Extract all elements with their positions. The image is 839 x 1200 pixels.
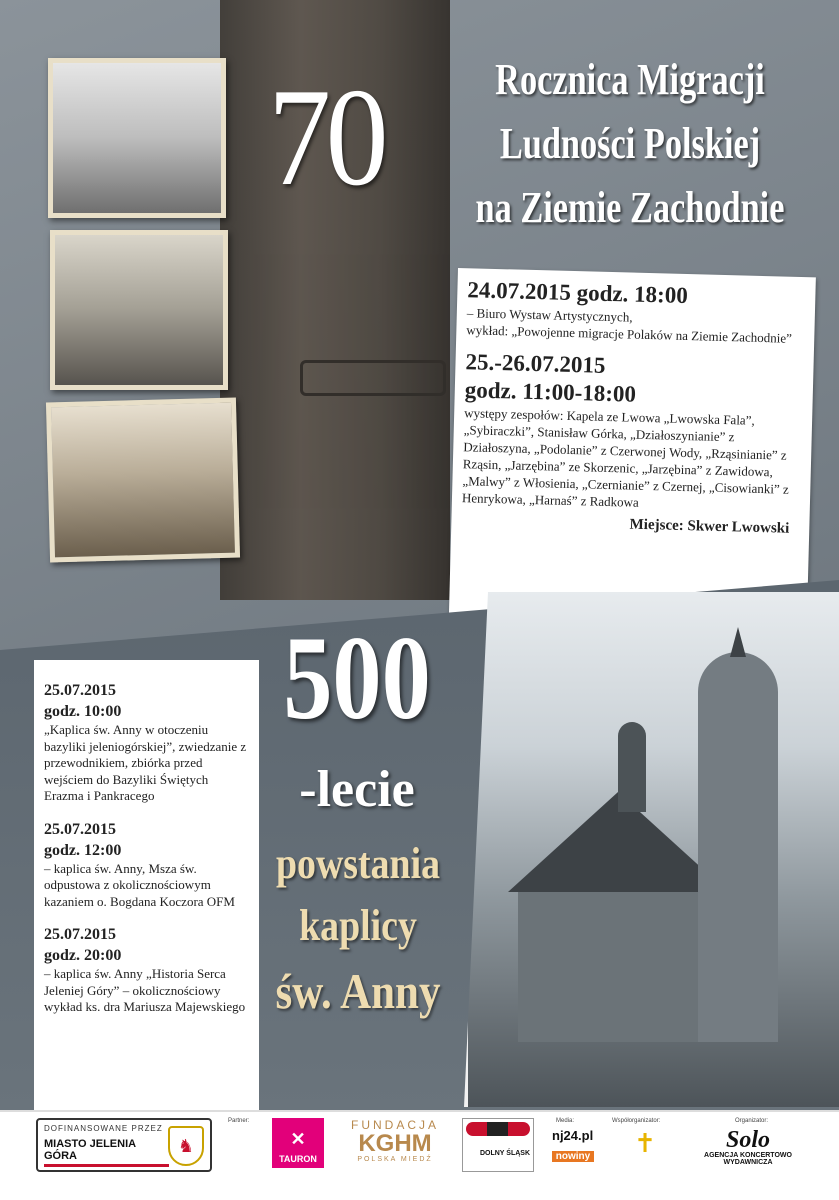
kghm-foundation-label: FUNDACJA (350, 1118, 439, 1132)
event-place: Miejsce: Skwer Lwowski (629, 516, 790, 537)
dolny-slask-label: DOLNY ŚLĄSK (479, 1150, 530, 1157)
title-line-3: na Ziemie Zachodnie (475, 183, 785, 232)
historic-photo-gate (46, 398, 240, 563)
solo-subtitle: AGENCJA KONCERTOWO WYDAWNICZA (704, 1152, 792, 1166)
church-emblem-icon: ✝ (634, 1128, 656, 1158)
jubilee-line-1: powstania (275, 839, 441, 888)
coorganizer-label: Współorganizator: (612, 1118, 661, 1124)
events-box-chapel (34, 660, 259, 1112)
anniversary-number: 70 (268, 60, 384, 215)
kghm-logo (350, 1118, 440, 1163)
dolny-slask-logo (462, 1118, 534, 1172)
event-date: 25.07.2015 (44, 926, 116, 943)
coorganizer-logo (615, 1118, 675, 1156)
event-hour: godz. 11:00-18:00 (464, 377, 637, 407)
church-photo (464, 592, 839, 1107)
event-date: 25.07.2015 (44, 820, 116, 838)
event-text: „Kaplica św. Anny w otoczeniu bazyliki jeleniogórskiej”, zwiedzanie z przewodnikiem, zbiórka przed wejściem do Bazyliki Świętych Erazma i Pankracego (44, 722, 247, 803)
event-date: 24.07.2015 godz. 18:00 (467, 277, 689, 309)
kghm-sub: POLSKA MIEDŹ (357, 1156, 433, 1163)
city-funding-logo (36, 1118, 212, 1172)
nowiny-logo: nowiny (552, 1151, 594, 1162)
page-title (430, 48, 830, 240)
media-label: Media: (556, 1118, 575, 1124)
jubilee-suffix: -lecie (299, 761, 415, 818)
tauron-logo (272, 1118, 324, 1168)
historic-photo-street (50, 230, 228, 390)
event-text: wykład: „Powojenne migracje Polaków na Ziemie Zachodnie” (466, 322, 793, 346)
tauron-label: TAURON (279, 1154, 317, 1164)
title-line-1: Rocznica Migracji (495, 55, 765, 104)
event-hour: godz. 12:00 (44, 841, 122, 859)
partner-label: Partner: (228, 1118, 250, 1124)
solo-logo-text: Solo (725, 1127, 770, 1153)
kghm-name: KGHM (358, 1130, 432, 1157)
event-text: – kaplica św. Anny „Historia Serca Jeleniej Góry” – okolicznościowy wykład ks. dra Mariusza Majewskiego (44, 966, 246, 1014)
event-hour: godz. 20:00 (44, 947, 122, 964)
jubilee-line-2: kaplicy (299, 901, 417, 950)
stripe-icon (466, 1122, 530, 1136)
nj24-logo: nj24.pl (552, 1128, 594, 1143)
jubilee-number: 500 (283, 611, 431, 744)
event-hour: godz. 10:00 (44, 703, 122, 720)
organizer-logo (688, 1118, 808, 1166)
events-box-migration (449, 268, 816, 637)
historic-photo-square (48, 58, 226, 218)
jubilee-line-3: św. Anny (275, 963, 441, 1019)
deer-crest-icon: ♞ (168, 1126, 204, 1166)
event-date: 25.07.2015 (44, 682, 116, 699)
event-text: – Biuro Wystaw Artystycznych, (466, 305, 633, 325)
event-text: – kaplica św. Anny, Msza św. odpustowa z okolicznościowym kazaniem o. Bogdana Koczora OFM (44, 860, 235, 909)
organizer-label: Organizator: (735, 1118, 769, 1124)
funding-label: DOFINANSOWANE PRZEZ (44, 1124, 163, 1133)
tauron-icon: ✕ (290, 1129, 306, 1149)
event-text: występy zespołów: Kapela ze Lwowa „Lwowska Fala”, „Sybiraczki”, Stanisław Górka, „Działoszynianie” z Działoszyna, „Podolanie” z Czerwonej Wody, „Rząsinianie” z Rząsin, „Jarzębina” ze Skorzenic, „Jarzębina” z Zawidowa, „Malwy” z Włosienia, „Czernianie” z Czernej, „Cisowianki” z Henrykowa, „Harnaś” z Radkowa (461, 405, 789, 510)
funding-city: MIASTO JELENIA GÓRA (44, 1138, 169, 1167)
title-line-2: Ludności Polskiej (499, 119, 761, 168)
event-date: 25.-26.07.2015 (465, 349, 606, 378)
media-logos (552, 1118, 594, 1162)
